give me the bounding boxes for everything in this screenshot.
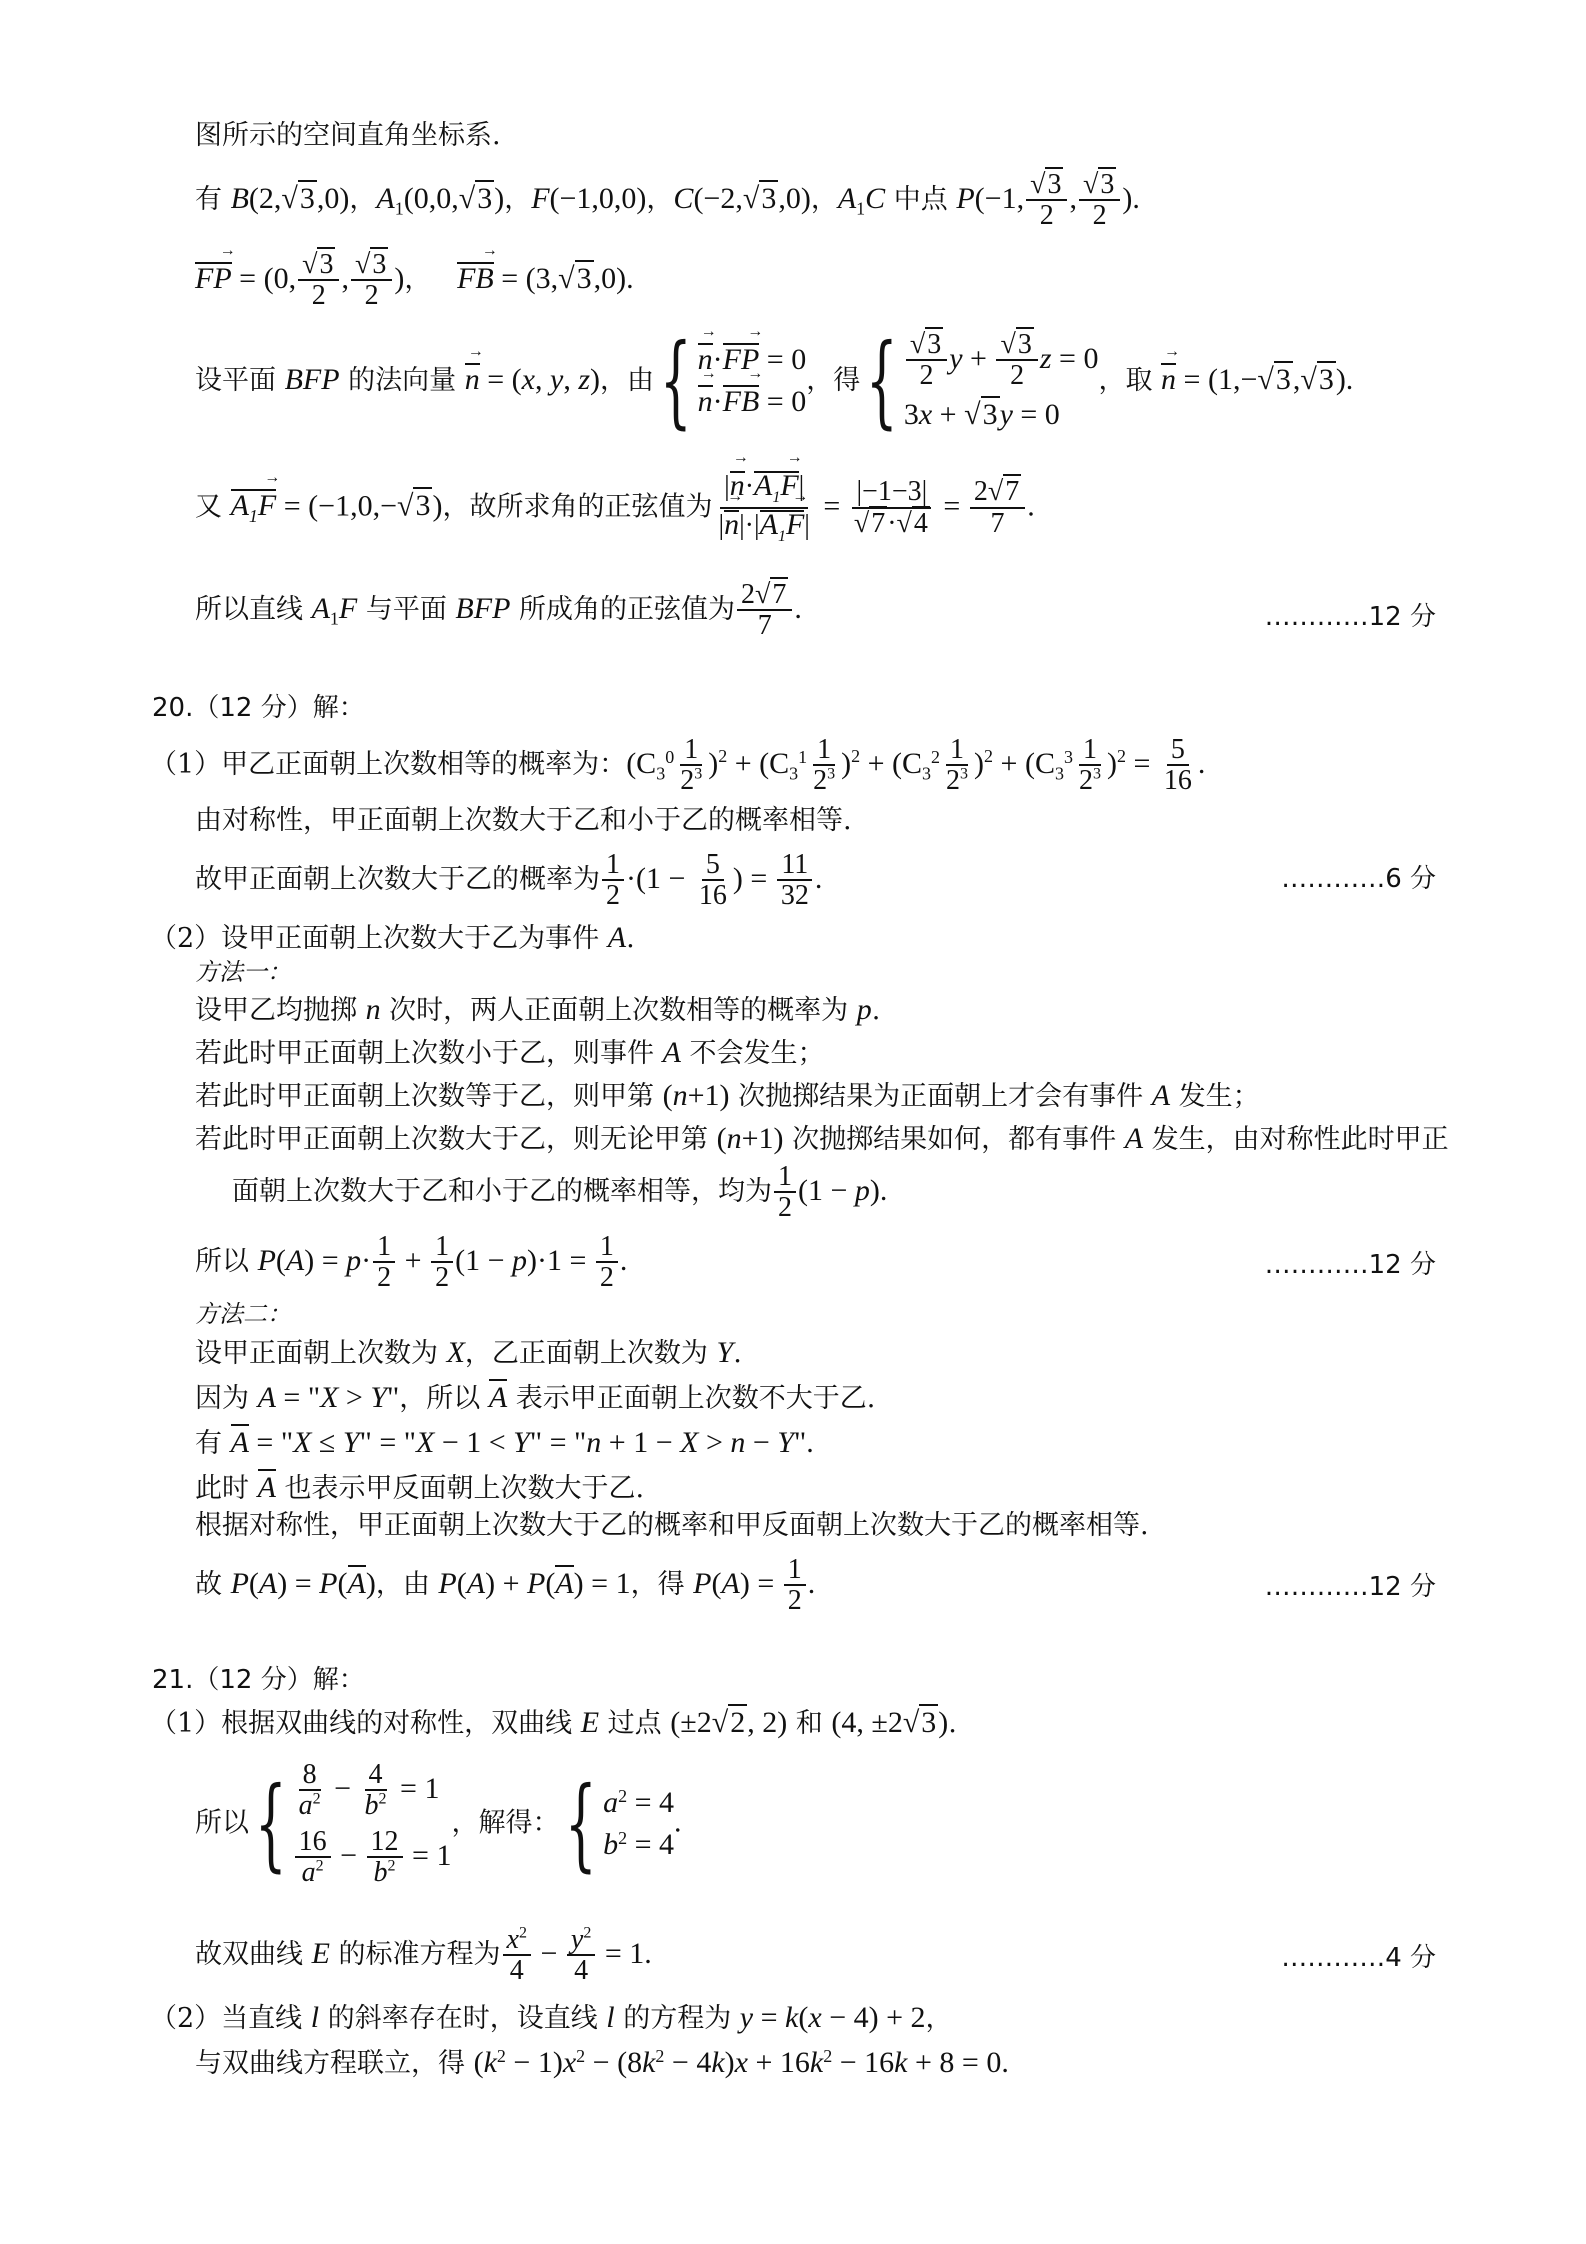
text-line-16: 所以 P(A) = p· $\frac{1}{2}$ + $\frac{1}{2}$ (1 − p)·1 = $\frac{1}{2}$ .	[195, 1231, 628, 1294]
text-line-13: 若此时甲正面朝上次数等于乙，则甲第 (n+1) 次抛掷结果为正面朝上才会有事件 A 发生；	[195, 1079, 1260, 1112]
text-line-11: 设甲乙均抛掷 n 次时，两人正面朝上次数相等的概率为 p.	[195, 993, 881, 1026]
text-line-8: 由对称性，甲正面朝上次数大于乙和小于乙的概率相等.	[195, 805, 852, 836]
text-line-18: 因为 A = "X > Y"，所以 A 表示甲正面朝上次数不大于乙.	[195, 1381, 876, 1414]
text-line-27: 与双曲线方程联立，得 $(k^2 - 1)x^2 - (8k^2 - 4k)x + 16k^2 - 16k + 8 = 0$.	[195, 2046, 1009, 2079]
text-line-5: 又 $A_1F$ → = (−1,0,−√3)，故所求角的正弦值为 $\frac{|n \to\cdot A_1F \to|}{|n \to|\cdot|A_1F \to|}$ = $\frac{|-1-3|}{√7\cdot√4}$ = $\frac{2√7}{7}$ .	[195, 470, 1035, 546]
score-mark: …………4 分	[1281, 1943, 1436, 1973]
text-line-24: 所以{ $\frac{8}{a^2}$ − $\frac{4}{b^2}$ = 1 $\frac{16}{a^2}$ − $\frac{12}{b^2}$ = 1 ，解得：{ $a^2 = 4$ $b^2 = 4$ .	[195, 1759, 682, 1889]
text-line-3: FP → = (0, $\frac{√3}{2}$ , $\frac{√3}{2}$ )， FB → = (3,√3,0).	[195, 250, 634, 311]
score-mark: …………12 分	[1264, 1250, 1436, 1280]
score-mark: …………12 分	[1264, 1572, 1436, 1602]
text-line-7: （1）甲乙正面朝上次数相等的概率为：($C_3^0$ $\frac{1}{2^3}$ )$^2 + (C_3^1$ $\frac{1}{2^3}$ )$^2 + (C_3^2$ $\frac{1}{2^3}$ )$^2 + (C_3^3$ $\frac{1}{2^3}$ )$^2$ = $\frac{5}{16}$ .	[150, 734, 1206, 797]
text-line-6: 所以直线 $A_1F$ 与平面 BFP 所成角的正弦值为 $\frac{2√7}{7}$ .	[195, 579, 802, 642]
text-line-12: 若此时甲正面朝上次数小于乙，则事件 A 不会发生；	[195, 1036, 825, 1069]
method-two-label: 方法二：	[195, 1300, 291, 1328]
text-line-17: 设甲正面朝上次数为 X，乙正面朝上次数为 Y.	[195, 1336, 742, 1369]
text-line-14: 若此时甲正面朝上次数大于乙，则无论甲第 (n+1) 次抛掷结果如何，都有事件 A 发生，由对称性此时甲正	[195, 1122, 1449, 1155]
text-line-15: 面朝上次数大于乙和小于乙的概率相等，均为 $\frac{1}{2}$ (1 − p).	[232, 1161, 888, 1224]
text-line-19: 有 A = "X ≤ Y" = "X − 1 < Y" = "n + 1 − X > n − Y".	[195, 1426, 814, 1459]
text-line-10: （2）设甲正面朝上次数大于乙为事件 A.	[150, 921, 635, 954]
text-line-23: （1）根据双曲线的对称性，双曲线 E 过点 (±2√2, 2) 和 (4, ±2√3).	[150, 1706, 957, 1739]
score-mark: …………12 分	[1264, 602, 1436, 632]
text-line-21: 根据对称性，甲正面朝上次数大于乙的概率和甲反面朝上次数大于乙的概率相等.	[195, 1510, 1149, 1541]
text-line-4: 设平面 BFP 的法向量 n → = (x, y, z)，由{ n →·FP → = 0 n →·FB → = 0 ，得{ $\frac{√3}{2}$ y + $\frac{√3}{2}$ z = 0 3x + √3y = 0 ，取 n → = (1,−√3,√3).	[195, 330, 1353, 433]
text-line-25: 故双曲线 E 的标准方程为 $\frac{x^2}{4}$ − $\frac{y^2}{4}$ = 1.	[195, 1924, 652, 1987]
text-line-20: 此时 A 也表示甲反面朝上次数大于乙.	[195, 1471, 645, 1504]
text-line-9: 故甲正面朝上次数大于乙的概率为 $\frac{1}{2}$ ·(1 − $\frac{5}{16}$ ) = $\frac{11}{32}$ .	[195, 849, 823, 912]
text-line-26: （2）当直线 l 的斜率存在时，设直线 l 的方程为 y = k(x − 4) + 2，	[150, 2001, 953, 2034]
text-line-2: 有 B(2,√3,0)，$A_1(0,0,√3)$，F(−1,0,0)，C(−2,√3,0)，$A_1C$ 中点 P(−1, $\frac{√3}{2}$ , $\frac{√3}{2}$ ).	[195, 169, 1140, 232]
question-21-header: 21.（12 分）解：	[152, 1665, 365, 1695]
method-one-label: 方法一：	[195, 958, 291, 986]
text-line-1: 图所示的空间直角坐标系.	[195, 120, 501, 151]
question-20-header: 20.（12 分）解：	[152, 693, 365, 723]
text-line-22: 故 P(A) = P(A)，由 P(A) + P(A) = 1，得 P(A) = $\frac{1}{2}$ .	[195, 1554, 816, 1617]
score-mark: …………6 分	[1281, 864, 1436, 894]
